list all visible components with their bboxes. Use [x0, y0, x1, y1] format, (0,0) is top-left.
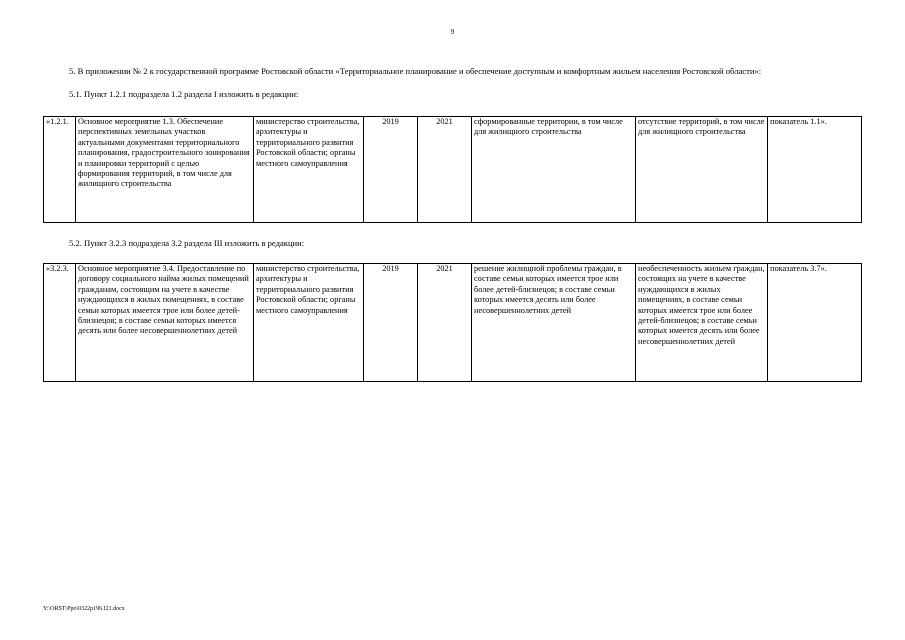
indicator-cell: показатель 1.1». — [768, 117, 862, 223]
row-number: «1.2.1. — [44, 117, 76, 223]
page-number: 9 — [450, 28, 455, 36]
indicator-cell: показатель 3.7». — [768, 264, 862, 382]
result-cell: сформированные территории, в том числе для жилищного строительства — [472, 117, 636, 223]
start-year-cell: 2019 — [364, 264, 418, 382]
event-cell: Основное мероприятие 3.4. Предоставление по договору социального найма жилых помещений гражданам, состоящим на учете в качестве нуждающихся в жилых помещениях, в составе семьи которых имеется трое или более детей-близнецов; в составе семьи которых имеется десять или более несовершеннолетних детей — [76, 264, 254, 382]
executor-cell: министерство строительства, архитектуры и территориального развития Ростовской области; органы местного самоуправления — [254, 117, 364, 223]
end-year-cell: 2021 — [418, 264, 472, 382]
item-2-heading: 5.2. Пункт 3.2.3 подраздела 3.2 раздела III изложить в редакции: — [69, 238, 305, 248]
row-number: «3.2.3. — [44, 264, 76, 382]
event-cell: Основное мероприятие 1.3. Обеспечение перспективных земельных участков актуальными документами территориального планирования, градостроительного зонирования и планировки территорий с целью формирования территорий, в том числе для жилищного строительства — [76, 117, 254, 223]
consequence-cell: отсутствие территорий, в том числе для жилищного строительства — [636, 117, 768, 223]
start-year-cell: 2019 — [364, 117, 418, 223]
consequence-cell: необеспеченность жильем граждан, состоящих на учете в качестве нуждающихся в жилых помещениях, в составе семьи которых имеется трое или более детей-близнецов; в составе семьи которых имеется десять или более несовершеннолетних детей — [636, 264, 768, 382]
item-1-heading: 5.1. Пункт 1.2.1 подраздела 1.2 раздела I изложить в редакции: — [69, 89, 299, 99]
table-item-1-2-1 — [43, 116, 862, 223]
file-path-footer: Y:\ORST\Ppo\0322p196.f21.docx — [43, 606, 125, 612]
table-row — [44, 117, 862, 223]
table-item-3-2-3 — [43, 263, 862, 382]
intro-paragraph: 5. В приложении № 2 к государственной программе Ростовской области «Территориальное планирование и обеспечение доступным и комфортным жильем населения Ростовской области»: — [69, 66, 762, 76]
table-row — [44, 264, 862, 382]
executor-cell: министерство строительства, архитектуры и территориального развития Ростовской области; органы местного самоуправления — [254, 264, 364, 382]
end-year-cell: 2021 — [418, 117, 472, 223]
result-cell: решение жилищной проблемы граждан, в составе семьи которых имеется трое или более детей-близнецов; в составе семьи которых имеется десять или более несовершеннолетних детей — [472, 264, 636, 382]
